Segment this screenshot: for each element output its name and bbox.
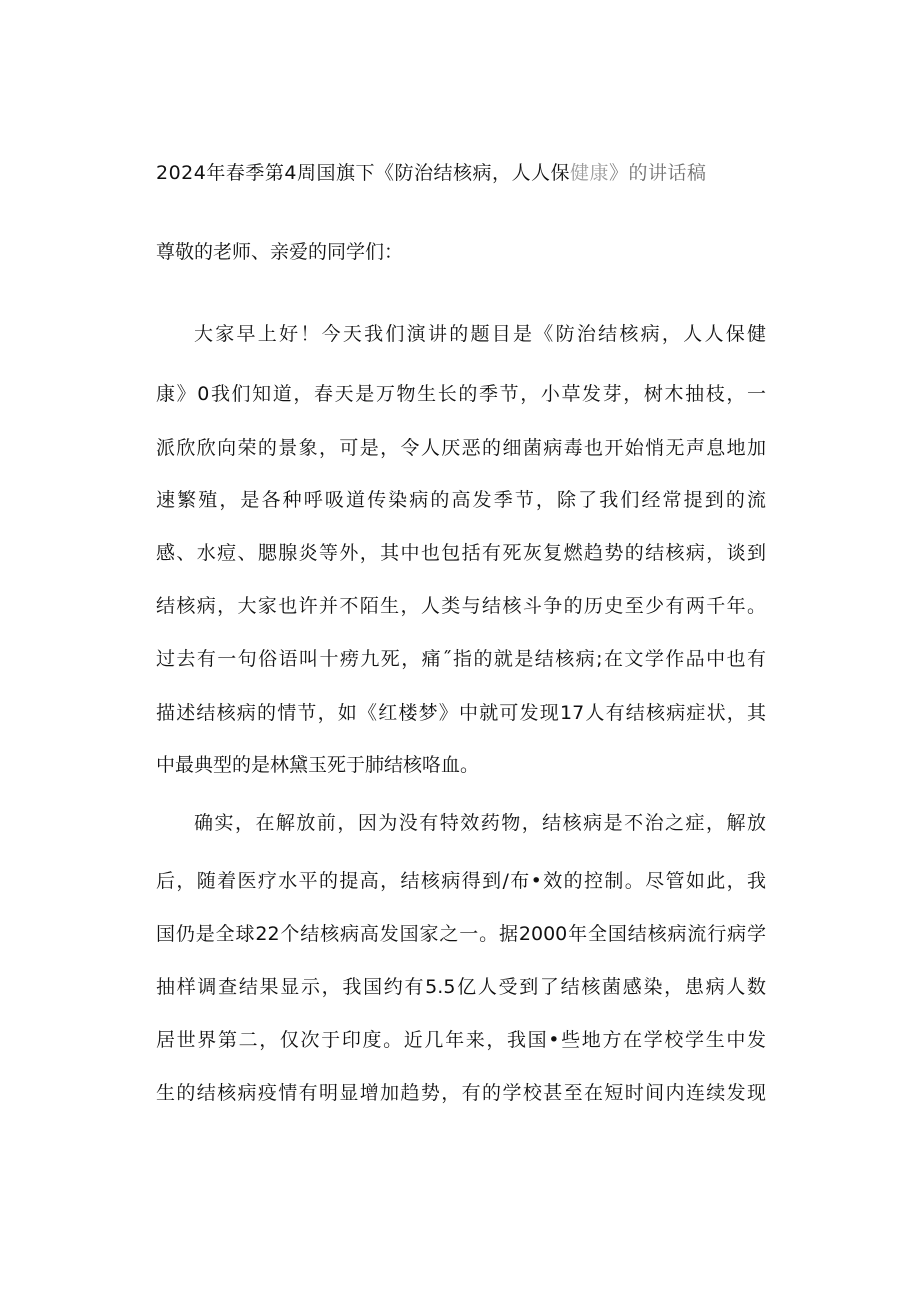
paragraph-2-line: 抽样调查结果显示，我国约有5.5亿人受到了结核菌感染，患病人数: [156, 976, 766, 998]
paragraph-2-line: 确实，在解放前，因为没有特效药物，结核病是不治之症，解放: [194, 812, 766, 834]
paragraph-1-line: 中最典型的是林黛玉死于肺结核咯血。: [156, 754, 480, 776]
paragraph-1-line: 大家早上好！今天我们演讲的题目是《防治结核病，人人保健: [194, 323, 766, 345]
title-part-1: 2024年春季第4周国旗下《防治结: [156, 162, 453, 184]
salutation: 尊敬的老师、亲爱的同学们：: [156, 241, 404, 263]
paragraph-1-line: 描述结核病的情节，如《红楼梦》中就可发现17人有结核病症状，其: [156, 702, 766, 724]
paragraph-1-line: 派欣欣向荣的景象，可是，令人厌恶的细菌病毒也开始悄无声息地加: [156, 437, 766, 459]
paragraph-2-line: 居世界第二，仅次于印度。近几年来，我国•些地方在学校学生中发: [156, 1029, 766, 1051]
paragraph-1-line: 康》0我们知道，春天是万物生长的季节，小草发芽，树木抽枝，一: [156, 383, 766, 405]
title-part-3: 健康: [569, 162, 609, 184]
paragraph-1-line: 感、水痘、腮腺炎等外，其中也包括有死灰复燃趋势的结核病，谈到: [156, 542, 766, 564]
paragraph-1-line: 速繁殖，是各种呼吸道传染病的高发季节，除了我们经常提到的流: [156, 489, 766, 511]
paragraph-1-line: 过去有一句俗语叫十痨九死，痛˝指的就是结核病;在文学作品中也有: [156, 648, 766, 670]
title-part-4: 》的讲话稿: [608, 162, 707, 184]
paragraph-1-line: 结核病，大家也许并不陌生，人类与结核斗争的历史至少有两千年。: [156, 595, 766, 617]
title-part-2: 核病，人人保: [452, 162, 570, 184]
paragraph-2-line: 后，随着医疗水平的提高，结核病得到/布•效的控制。尽管如此，我: [156, 870, 766, 892]
document-title: [156, 160, 776, 186]
paragraph-2-line: 生的结核病疫情有明显增加趋势，有的学校甚至在短时间内连续发现: [156, 1082, 766, 1104]
paragraph-2-line: 国仍是全球22个结核病高发国家之一。据2000年全国结核病流行病学: [156, 923, 766, 945]
